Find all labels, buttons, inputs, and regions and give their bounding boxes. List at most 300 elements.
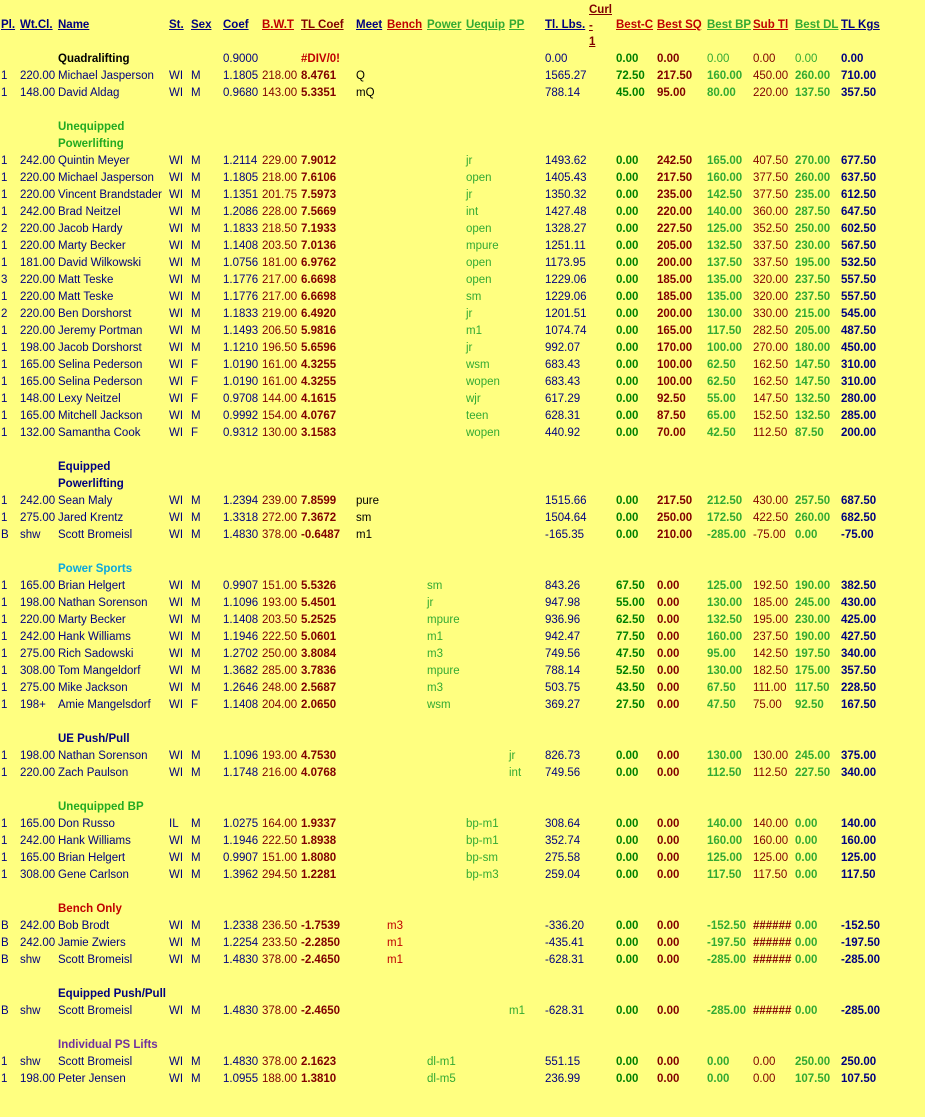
cell-kgs: 340.00 bbox=[841, 767, 877, 779]
cell-bwt: 218.50 bbox=[262, 223, 298, 235]
cell-lbs: 749.56 bbox=[545, 767, 581, 779]
cell-name: Quintin Meyer bbox=[58, 155, 130, 167]
header-bestc[interactable]: Best-C bbox=[616, 19, 654, 31]
cell-sex: M bbox=[191, 852, 201, 864]
cell-uequip: mpure bbox=[466, 240, 499, 252]
cell-sq: 0.00 bbox=[657, 1073, 680, 1085]
cell-lbs: -336.20 bbox=[545, 920, 585, 932]
cell-sex: M bbox=[191, 648, 201, 660]
cell-bc: 0.00 bbox=[616, 1056, 639, 1068]
section-2-title: Equipped bbox=[58, 461, 111, 473]
cell-uequip: wopen bbox=[466, 427, 500, 439]
cell-pl: 1 bbox=[1, 580, 8, 592]
cell-tl: 5.0601 bbox=[301, 631, 337, 643]
cell-sub: 422.50 bbox=[753, 512, 789, 524]
cell-lbs: 1074.74 bbox=[545, 325, 587, 337]
cell-sex: M bbox=[191, 818, 201, 830]
cell-bc: 0.00 bbox=[616, 1005, 639, 1017]
cell-st: WI bbox=[169, 87, 184, 99]
cell-uequip: open bbox=[466, 172, 492, 184]
cell-dl: 180.00 bbox=[795, 342, 831, 354]
cell-bp: 140.00 bbox=[707, 206, 743, 218]
cell-st: WI bbox=[169, 682, 184, 694]
cell-bc: 0.00 bbox=[616, 427, 639, 439]
cell-name: Vincent Brandstader bbox=[58, 189, 162, 201]
cell-bc: 0.00 bbox=[616, 1073, 639, 1085]
cell-coef: 1.2702 bbox=[223, 648, 259, 660]
cell-lbs: 1405.43 bbox=[545, 172, 587, 184]
cell-sq: 217.50 bbox=[657, 495, 693, 507]
cell-dl: 287.50 bbox=[795, 206, 831, 218]
cell-sex: M bbox=[191, 750, 201, 762]
cell-bwt: 144.00 bbox=[262, 393, 298, 405]
cell-wt: 308.00 bbox=[20, 869, 56, 881]
cell-sex: M bbox=[191, 665, 201, 677]
cell-wt: 220.00 bbox=[20, 767, 56, 779]
cell-st: WI bbox=[169, 954, 184, 966]
header-st[interactable]: St. bbox=[169, 19, 184, 31]
header-curl-line2: - bbox=[589, 20, 593, 32]
cell-sex: M bbox=[191, 937, 201, 949]
cell-kgs: 545.00 bbox=[841, 308, 877, 320]
section-4-title: UE Push/Pull bbox=[58, 733, 130, 745]
cell-pl: 1 bbox=[1, 1056, 8, 1068]
cell-coef: 1.2338 bbox=[223, 920, 259, 932]
cell-st: WI bbox=[169, 750, 184, 762]
cell-lbs: 1251.11 bbox=[545, 240, 586, 252]
cell-name: Scott Bromeisl bbox=[58, 529, 133, 541]
cell-bp: 67.50 bbox=[707, 682, 736, 694]
section-0-summary-tlkgs: 0.00 bbox=[841, 53, 864, 65]
cell-lbs: 936.96 bbox=[545, 614, 581, 626]
cell-tl: 1.3810 bbox=[301, 1073, 337, 1085]
cell-bp: 95.00 bbox=[707, 648, 736, 660]
cell-wt: shw bbox=[20, 954, 41, 966]
cell-sub: 195.00 bbox=[753, 614, 789, 626]
header-bestbp[interactable]: Best BP bbox=[707, 19, 752, 31]
section-0-summary-tllbs: 0.00 bbox=[545, 53, 568, 65]
cell-name: Michael Jasperson bbox=[58, 70, 154, 82]
cell-st: WI bbox=[169, 274, 184, 286]
cell-bc: 0.00 bbox=[616, 393, 639, 405]
cell-power: jr bbox=[427, 597, 434, 609]
header-bwt[interactable]: B.W.T bbox=[262, 19, 294, 31]
header-subtl[interactable]: Sub Tl bbox=[753, 19, 789, 31]
header-curl-line3: 1 bbox=[589, 36, 596, 48]
cell-bwt: 378.00 bbox=[262, 954, 298, 966]
cell-coef: 1.1408 bbox=[223, 240, 259, 252]
cell-bwt: 285.00 bbox=[262, 665, 298, 677]
cell-lbs: 440.92 bbox=[545, 427, 581, 439]
cell-sub: 192.50 bbox=[753, 580, 789, 592]
cell-bc: 0.00 bbox=[616, 937, 639, 949]
cell-wt: 242.00 bbox=[20, 206, 56, 218]
cell-tl: -0.6487 bbox=[301, 529, 341, 541]
cell-sex: M bbox=[191, 274, 201, 286]
section-0-summary-bestc: 0.00 bbox=[616, 53, 639, 65]
cell-dl: 215.00 bbox=[795, 308, 831, 320]
cell-sq: 242.50 bbox=[657, 155, 693, 167]
cell-bp: -285.00 bbox=[707, 954, 747, 966]
cell-dl: 0.00 bbox=[795, 954, 818, 966]
cell-coef: 1.1748 bbox=[223, 767, 259, 779]
cell-dl: 87.50 bbox=[795, 427, 824, 439]
cell-bc: 0.00 bbox=[616, 835, 639, 847]
cell-uequip: teen bbox=[466, 410, 489, 422]
cell-sub: 162.50 bbox=[753, 359, 789, 371]
cell-bc: 0.00 bbox=[616, 172, 639, 184]
cell-tl: 5.6596 bbox=[301, 342, 337, 354]
cell-kgs: 160.00 bbox=[841, 835, 877, 847]
cell-bp: 117.50 bbox=[707, 869, 742, 881]
cell-pl: 1 bbox=[1, 495, 8, 507]
cell-wt: 220.00 bbox=[20, 325, 56, 337]
cell-tl: -2.4650 bbox=[301, 954, 341, 966]
cell-bwt: 222.50 bbox=[262, 631, 298, 643]
cell-pl: 1 bbox=[1, 767, 8, 779]
cell-pl: 1 bbox=[1, 852, 8, 864]
cell-sq: 0.00 bbox=[657, 648, 680, 660]
cell-wt: 220.00 bbox=[20, 308, 56, 320]
cell-bc: 27.50 bbox=[616, 699, 645, 711]
cell-bc: 0.00 bbox=[616, 869, 639, 881]
header-meet[interactable]: Meet bbox=[356, 19, 383, 31]
cell-sq: 220.00 bbox=[657, 206, 693, 218]
cell-sub: 75.00 bbox=[753, 699, 782, 711]
cell-coef: 1.1805 bbox=[223, 172, 259, 184]
cell-lbs: 617.29 bbox=[545, 393, 581, 405]
cell-bwt: 294.50 bbox=[262, 869, 298, 881]
header-bench[interactable]: Bench bbox=[387, 19, 423, 31]
cell-sub: 320.00 bbox=[753, 274, 789, 286]
cell-bc: 0.00 bbox=[616, 852, 639, 864]
cell-name: David Wilkowski bbox=[58, 257, 142, 269]
cell-st: WI bbox=[169, 359, 184, 371]
cell-bc: 0.00 bbox=[616, 529, 639, 541]
cell-st: WI bbox=[169, 1073, 184, 1085]
cell-pl: 2 bbox=[1, 308, 8, 320]
cell-pp: jr bbox=[509, 750, 516, 762]
cell-bp: 65.00 bbox=[707, 410, 736, 422]
cell-sub: 320.00 bbox=[753, 291, 789, 303]
cell-wt: 242.00 bbox=[20, 631, 56, 643]
cell-lbs: 1427.48 bbox=[545, 206, 587, 218]
cell-bc: 0.00 bbox=[616, 410, 639, 422]
cell-pl: 1 bbox=[1, 376, 8, 388]
cell-lbs: 551.15 bbox=[545, 1056, 581, 1068]
header-coef[interactable]: Coef bbox=[223, 19, 249, 31]
cell-bwt: 143.00 bbox=[262, 87, 298, 99]
cell-bwt: 216.00 bbox=[262, 767, 298, 779]
cell-sex: M bbox=[191, 410, 201, 422]
cell-bwt: 272.00 bbox=[262, 512, 298, 524]
cell-wt: 181.00 bbox=[20, 257, 56, 269]
cell-power: mpure bbox=[427, 665, 460, 677]
cell-sq: 100.00 bbox=[657, 359, 693, 371]
cell-tl: 2.1623 bbox=[301, 1056, 337, 1068]
cell-tl: 4.0768 bbox=[301, 767, 337, 779]
cell-wt: 242.00 bbox=[20, 495, 56, 507]
header-pl[interactable]: Pl. bbox=[1, 19, 16, 31]
header-bestsq[interactable]: Best SQ bbox=[657, 19, 702, 31]
cell-sex: M bbox=[191, 631, 201, 643]
cell-dl: 0.00 bbox=[795, 869, 818, 881]
cell-lbs: 503.75 bbox=[545, 682, 581, 694]
cell-tl: 7.5669 bbox=[301, 206, 337, 218]
header-pp[interactable]: PP bbox=[509, 19, 525, 31]
cell-uequip: open bbox=[466, 223, 492, 235]
cell-bc: 45.00 bbox=[616, 87, 645, 99]
cell-sub: 140.00 bbox=[753, 818, 789, 830]
cell-kgs: 357.50 bbox=[841, 87, 877, 99]
cell-dl: 197.50 bbox=[795, 648, 831, 660]
cell-bp: 212.50 bbox=[707, 495, 743, 507]
cell-bc: 55.00 bbox=[616, 597, 645, 609]
cell-tl: 3.1583 bbox=[301, 427, 337, 439]
cell-bwt: 154.00 bbox=[262, 410, 298, 422]
header-uequip[interactable]: Uequip bbox=[466, 19, 505, 31]
cell-bc: 0.00 bbox=[616, 325, 639, 337]
cell-pl: 1 bbox=[1, 206, 8, 218]
cell-meet: pure bbox=[356, 495, 380, 507]
cell-sub: 337.50 bbox=[753, 240, 789, 252]
cell-power: dl-m5 bbox=[427, 1073, 456, 1085]
cell-sub: 142.50 bbox=[753, 648, 789, 660]
cell-sq: 210.00 bbox=[657, 529, 693, 541]
cell-st: WI bbox=[169, 699, 184, 711]
cell-st: WI bbox=[169, 223, 184, 235]
cell-meet: mQ bbox=[356, 87, 375, 99]
cell-bwt: 236.50 bbox=[262, 920, 298, 932]
cell-pl: 1 bbox=[1, 665, 8, 677]
cell-pl: 1 bbox=[1, 869, 8, 881]
cell-pl: 1 bbox=[1, 699, 8, 711]
cell-bc: 0.00 bbox=[616, 223, 639, 235]
cell-sub: 337.50 bbox=[753, 257, 789, 269]
cell-pl: 1 bbox=[1, 835, 8, 847]
cell-st: WI bbox=[169, 767, 184, 779]
cell-sq: 92.50 bbox=[657, 393, 686, 405]
cell-sub: 111.00 bbox=[753, 682, 787, 694]
cell-pl: 1 bbox=[1, 172, 8, 184]
cell-sex: F bbox=[191, 393, 199, 405]
cell-power: sm bbox=[427, 580, 443, 592]
cell-bp: -197.50 bbox=[707, 937, 747, 949]
cell-coef: 1.1351 bbox=[223, 189, 259, 201]
cell-bp: 125.00 bbox=[707, 223, 743, 235]
cell-bc: 67.50 bbox=[616, 580, 645, 592]
cell-coef: 1.1408 bbox=[223, 614, 259, 626]
cell-bwt: 217.00 bbox=[262, 274, 298, 286]
cell-coef: 1.2394 bbox=[223, 495, 259, 507]
cell-bwt: 217.00 bbox=[262, 291, 298, 303]
cell-coef: 1.3318 bbox=[223, 512, 259, 524]
cell-name: Brad Neitzel bbox=[58, 206, 121, 218]
cell-bp: 160.00 bbox=[707, 70, 743, 82]
cell-bc: 0.00 bbox=[616, 512, 639, 524]
cell-tl: 7.9012 bbox=[301, 155, 337, 167]
cell-sub: 430.00 bbox=[753, 495, 789, 507]
cell-wt: 220.00 bbox=[20, 189, 56, 201]
cell-dl: 132.50 bbox=[795, 410, 831, 422]
cell-sq: 0.00 bbox=[657, 631, 680, 643]
cell-lbs: -628.31 bbox=[545, 1005, 585, 1017]
header-tlkgs[interactable]: TL Kgs bbox=[841, 19, 880, 31]
section-0-summary-bestsq: 0.00 bbox=[657, 53, 680, 65]
cell-st: WI bbox=[169, 240, 184, 252]
cell-dl: 230.00 bbox=[795, 614, 831, 626]
cell-dl: 230.00 bbox=[795, 240, 831, 252]
cell-uequip: open bbox=[466, 257, 492, 269]
cell-bc: 0.00 bbox=[616, 342, 639, 354]
cell-sub: 152.50 bbox=[753, 410, 789, 422]
cell-kgs: 677.50 bbox=[841, 155, 877, 167]
cell-sub: 377.50 bbox=[753, 172, 789, 184]
cell-pl: 3 bbox=[1, 274, 8, 286]
cell-sq: 70.00 bbox=[657, 427, 686, 439]
cell-pl: 1 bbox=[1, 189, 8, 201]
cell-name: Brian Helgert bbox=[58, 852, 126, 864]
cell-pl: 1 bbox=[1, 682, 8, 694]
cell-dl: 107.50 bbox=[795, 1073, 831, 1085]
cell-st: WI bbox=[169, 614, 184, 626]
header-bestdl[interactable]: Best DL bbox=[795, 19, 839, 31]
cell-coef: 0.9992 bbox=[223, 410, 259, 422]
cell-dl: 147.50 bbox=[795, 359, 831, 371]
cell-sq: 0.00 bbox=[657, 614, 680, 626]
cell-tl: 6.6698 bbox=[301, 274, 337, 286]
cell-bp: 160.00 bbox=[707, 172, 743, 184]
cell-st: WI bbox=[169, 869, 184, 881]
cell-bp: 135.00 bbox=[707, 274, 743, 286]
cell-bwt: 193.00 bbox=[262, 750, 298, 762]
cell-wt: shw bbox=[20, 529, 41, 541]
cell-bp: -285.00 bbox=[707, 1005, 747, 1017]
cell-st: WI bbox=[169, 648, 184, 660]
cell-sub: 407.50 bbox=[753, 155, 789, 167]
cell-coef: 1.2114 bbox=[223, 155, 258, 167]
cell-sex: M bbox=[191, 682, 201, 694]
cell-power: m3 bbox=[427, 648, 443, 660]
cell-bp: 0.00 bbox=[707, 1073, 730, 1085]
cell-kgs: -152.50 bbox=[841, 920, 881, 932]
cell-dl: 92.50 bbox=[795, 699, 824, 711]
cell-pl: 1 bbox=[1, 240, 8, 252]
cell-coef: 0.9708 bbox=[223, 393, 259, 405]
cell-wt: 275.00 bbox=[20, 648, 56, 660]
cell-wt: 220.00 bbox=[20, 614, 56, 626]
cell-sub: ###### bbox=[753, 1005, 792, 1017]
cell-name: Jacob Dorshorst bbox=[58, 342, 142, 354]
cell-tl: 7.5973 bbox=[301, 189, 337, 201]
header-tlcoef[interactable]: TL Coef bbox=[301, 19, 344, 31]
cell-lbs: 369.27 bbox=[545, 699, 581, 711]
cell-name: Amie Mangelsdorf bbox=[58, 699, 151, 711]
cell-st: WI bbox=[169, 597, 184, 609]
cell-wt: 242.00 bbox=[20, 920, 56, 932]
cell-sq: 185.00 bbox=[657, 291, 693, 303]
header-curl-line1: Curl bbox=[589, 4, 612, 16]
cell-name: Jeremy Portman bbox=[58, 325, 143, 337]
header-sex[interactable]: Sex bbox=[191, 19, 212, 31]
cell-sex: F bbox=[191, 699, 199, 711]
cell-bench: m1 bbox=[387, 937, 403, 949]
header-name[interactable]: Name bbox=[58, 19, 90, 31]
section-8-title: Individual PS Lifts bbox=[58, 1039, 158, 1051]
cell-bwt: 219.00 bbox=[262, 308, 298, 320]
cell-dl: 132.50 bbox=[795, 393, 831, 405]
cell-tl: 1.8938 bbox=[301, 835, 337, 847]
cell-sex: M bbox=[191, 155, 201, 167]
cell-kgs: 567.50 bbox=[841, 240, 877, 252]
header-tllbs[interactable]: Tl. Lbs. bbox=[545, 19, 586, 31]
cell-pl: 1 bbox=[1, 291, 8, 303]
cell-kgs: 167.50 bbox=[841, 699, 877, 711]
cell-kgs: 687.50 bbox=[841, 495, 877, 507]
cell-sub: 125.00 bbox=[753, 852, 789, 864]
cell-sex: M bbox=[191, 291, 201, 303]
cell-sub: 0.00 bbox=[753, 1073, 776, 1085]
cell-st: WI bbox=[169, 852, 184, 864]
cell-kgs: 557.50 bbox=[841, 291, 877, 303]
cell-sex: M bbox=[191, 835, 201, 847]
cell-uequip: wsm bbox=[466, 359, 490, 371]
cell-name: Hank Williams bbox=[58, 835, 131, 847]
cell-sub: 270.00 bbox=[753, 342, 789, 354]
cell-kgs: 228.50 bbox=[841, 682, 877, 694]
cell-coef: 1.1408 bbox=[223, 699, 259, 711]
cell-lbs: 1504.64 bbox=[545, 512, 587, 524]
cell-power: m1 bbox=[427, 631, 443, 643]
cell-kgs: 427.50 bbox=[841, 631, 877, 643]
cell-name: Scott Bromeisl bbox=[58, 1005, 133, 1017]
cell-bwt: 201.75 bbox=[262, 189, 298, 201]
cell-power: wsm bbox=[427, 699, 451, 711]
cell-sq: 0.00 bbox=[657, 920, 680, 932]
cell-lbs: 1229.06 bbox=[545, 291, 587, 303]
cell-wt: 165.00 bbox=[20, 410, 56, 422]
cell-sub: 237.50 bbox=[753, 631, 789, 643]
cell-name: Peter Jensen bbox=[58, 1073, 126, 1085]
cell-sq: 200.00 bbox=[657, 257, 693, 269]
cell-coef: 0.9680 bbox=[223, 87, 259, 99]
cell-sq: 0.00 bbox=[657, 1005, 680, 1017]
cell-kgs: -285.00 bbox=[841, 954, 881, 966]
section-0-summary-coef: 0.9000 bbox=[223, 53, 259, 65]
header-wtcl[interactable]: Wt.Cl. bbox=[20, 19, 53, 31]
cell-sub: 147.50 bbox=[753, 393, 789, 405]
header-power[interactable]: Power bbox=[427, 19, 462, 31]
cell-st: WI bbox=[169, 427, 184, 439]
cell-wt: shw bbox=[20, 1005, 41, 1017]
cell-bc: 77.50 bbox=[616, 631, 645, 643]
cell-bc: 0.00 bbox=[616, 155, 639, 167]
cell-tl: -2.2850 bbox=[301, 937, 341, 949]
header-curl[interactable] bbox=[589, 2, 612, 50]
cell-sub: -75.00 bbox=[753, 529, 786, 541]
cell-bp: 112.50 bbox=[707, 767, 742, 779]
cell-lbs: 1493.62 bbox=[545, 155, 587, 167]
cell-dl: 270.00 bbox=[795, 155, 831, 167]
cell-dl: 205.00 bbox=[795, 325, 831, 337]
cell-st: WI bbox=[169, 920, 184, 932]
cell-lbs: -628.31 bbox=[545, 954, 585, 966]
cell-tl: 6.9762 bbox=[301, 257, 337, 269]
cell-sq: 87.50 bbox=[657, 410, 686, 422]
cell-wt: 198+ bbox=[20, 699, 46, 711]
cell-name: Nathan Sorenson bbox=[58, 750, 148, 762]
cell-wt: 220.00 bbox=[20, 291, 56, 303]
